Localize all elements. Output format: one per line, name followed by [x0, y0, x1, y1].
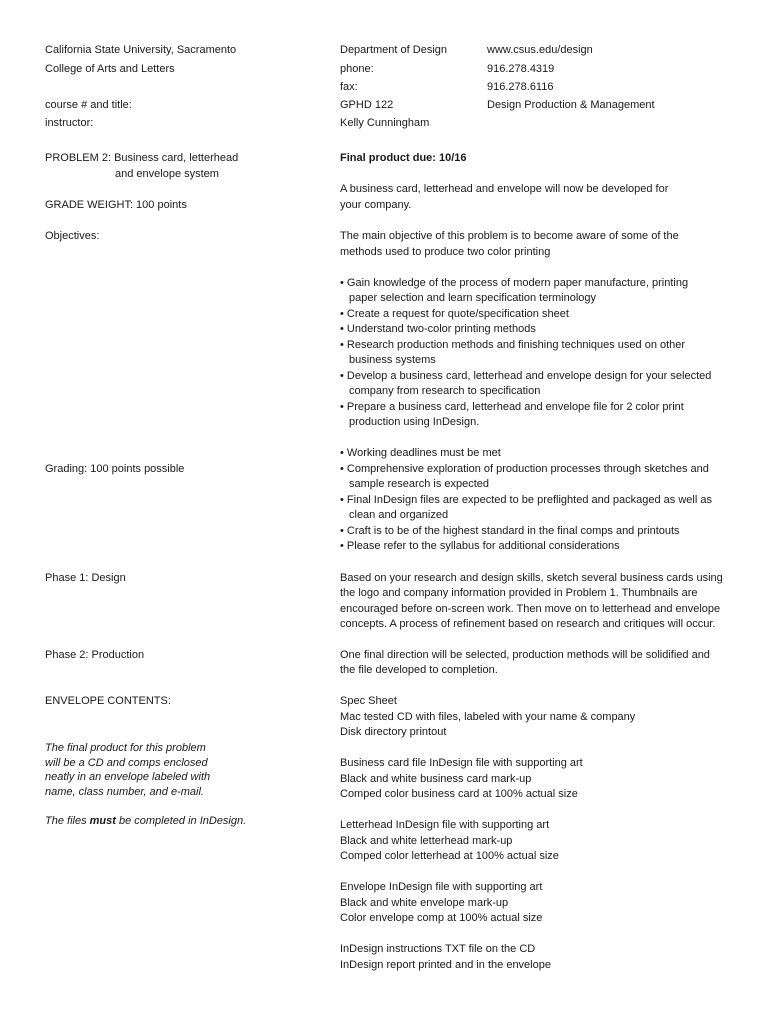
phone-label: phone: [340, 63, 374, 75]
objectives-intro-line1: The main objective of this problem is to become aware of some of the [340, 230, 679, 242]
envelope-item: InDesign instructions TXT file on the CD [340, 943, 536, 955]
phase2-text-line1: One final direction will be selected, production methods will be solidified and [340, 649, 710, 661]
envelope-item: Letterhead InDesign file with supporting art [340, 819, 550, 831]
envelope-item: Spec Sheet [340, 695, 397, 707]
envelope-note-line4: name, class number, and e-mail. [45, 786, 204, 798]
objective-bullet: • Develop a business card, letterhead and envelope design for your selected [340, 370, 712, 382]
website-url: www.csus.edu/design [487, 44, 593, 56]
phone-number: 916.278.4319 [487, 63, 555, 75]
phase1-label: Phase 1: Design [45, 572, 126, 584]
envelope-note-line2: will be a CD and comps enclosed [45, 757, 208, 769]
grading-label: Grading: 100 points possible [45, 463, 185, 475]
grading-bullet: • Comprehensive exploration of production processes through sketches and [340, 463, 709, 475]
problem-title-line2: and envelope system [115, 168, 219, 180]
phase1-text-line2: the logo and company information provided in Problem 1. Thumbnails are [340, 587, 698, 599]
course-code: GPHD 122 [340, 99, 394, 111]
objective-bullet: • Gain knowledge of the process of modern paper manufacture, printing [340, 277, 689, 289]
problem-intro-line1: A business card, letterhead and envelope will now be developed for [340, 183, 669, 195]
envelope-note-line1: The final product for this problem [45, 742, 206, 754]
envelope-item: InDesign report printed and in the envelope [340, 959, 551, 971]
college-name: College of Arts and Letters [45, 63, 175, 75]
envelope-item: Disk directory printout [340, 726, 447, 738]
grading-bullet: • Final InDesign files are expected to be preflighted and packaged as well as [340, 494, 712, 506]
university-name: California State University, Sacramento [45, 44, 237, 56]
phase2-text-line2: the file developed to completion. [340, 664, 498, 676]
envelope-label: ENVELOPE CONTENTS: [45, 695, 171, 707]
grading-bullet-cont: clean and organized [349, 509, 449, 521]
instructor-name: Kelly Cunningham [340, 117, 430, 129]
fax-label: fax: [340, 81, 358, 93]
envelope-item: Black and white envelope mark-up [340, 897, 509, 909]
phase2-label: Phase 2: Production [45, 649, 145, 661]
grading-bullet: • Working deadlines must be met [340, 447, 501, 459]
objective-bullet-cont: business systems [349, 354, 436, 366]
indesign-requirement-emphasis: must [89, 815, 116, 827]
course-title: Design Production & Management [487, 99, 655, 111]
envelope-note-line3: neatly in an envelope labeled with [45, 771, 211, 783]
course-label: course # and title: [45, 99, 132, 111]
grading-bullet-cont: sample research is expected [349, 478, 490, 490]
phase1-text-line4: concepts. A process of refinement based on research and critiques will occur. [340, 618, 716, 630]
instructor-label: instructor: [45, 117, 94, 129]
fax-number: 916.278.6116 [487, 81, 554, 93]
envelope-item: Black and white letterhead mark-up [340, 835, 513, 847]
envelope-item: Color envelope comp at 100% actual size [340, 912, 543, 924]
due-date: Final product due: 10/16 [340, 152, 467, 164]
envelope-item: Comped color letterhead at 100% actual size [340, 850, 559, 862]
grading-bullet: • Please refer to the syllabus for additional considerations [340, 540, 620, 552]
envelope-item: Mac tested CD with files, labeled with your name & company [340, 711, 636, 723]
grading-bullet: • Craft is to be of the highest standard in the final comps and printouts [340, 525, 680, 537]
grade-weight: GRADE WEIGHT: 100 points [45, 199, 187, 211]
department-name: Department of Design [340, 44, 447, 56]
objective-bullet: • Understand two-color printing methods [340, 323, 536, 335]
problem-title-line1: PROBLEM 2: Business card, letterhead [45, 152, 239, 164]
envelope-item: Envelope InDesign file with supporting art [340, 881, 543, 893]
problem-intro-line2: your company. [340, 199, 412, 211]
objective-bullet: • Create a request for quote/specification sheet [340, 308, 569, 320]
objectives-intro-line2: methods used to produce two color printing [340, 246, 551, 258]
objective-bullet: • Research production methods and finishing techniques used on other [340, 339, 686, 351]
envelope-item: Black and white business card mark-up [340, 773, 532, 785]
objective-bullet: • Prepare a business card, letterhead and envelope file for 2 color print [340, 401, 684, 413]
objective-bullet-cont: production using InDesign. [349, 416, 480, 428]
phase1-text-line1: Based on your research and design skills, sketch several business cards using [340, 572, 723, 584]
indesign-requirement-pre: The files [45, 815, 90, 827]
phase1-text-line3: encouraged before on-screen work. Then move on to letterhead and envelope [340, 603, 721, 615]
objective-bullet-cont: paper selection and learn specification terminology [349, 292, 597, 304]
objectives-label: Objectives: [45, 230, 100, 242]
indesign-requirement [45, 814, 246, 830]
envelope-item: Business card file InDesign file with supporting art [340, 757, 583, 769]
envelope-item: Comped color business card at 100% actual size [340, 788, 578, 800]
objective-bullet-cont: company from research to specification [349, 385, 541, 397]
indesign-requirement-post: be completed in InDesign. [115, 815, 247, 827]
